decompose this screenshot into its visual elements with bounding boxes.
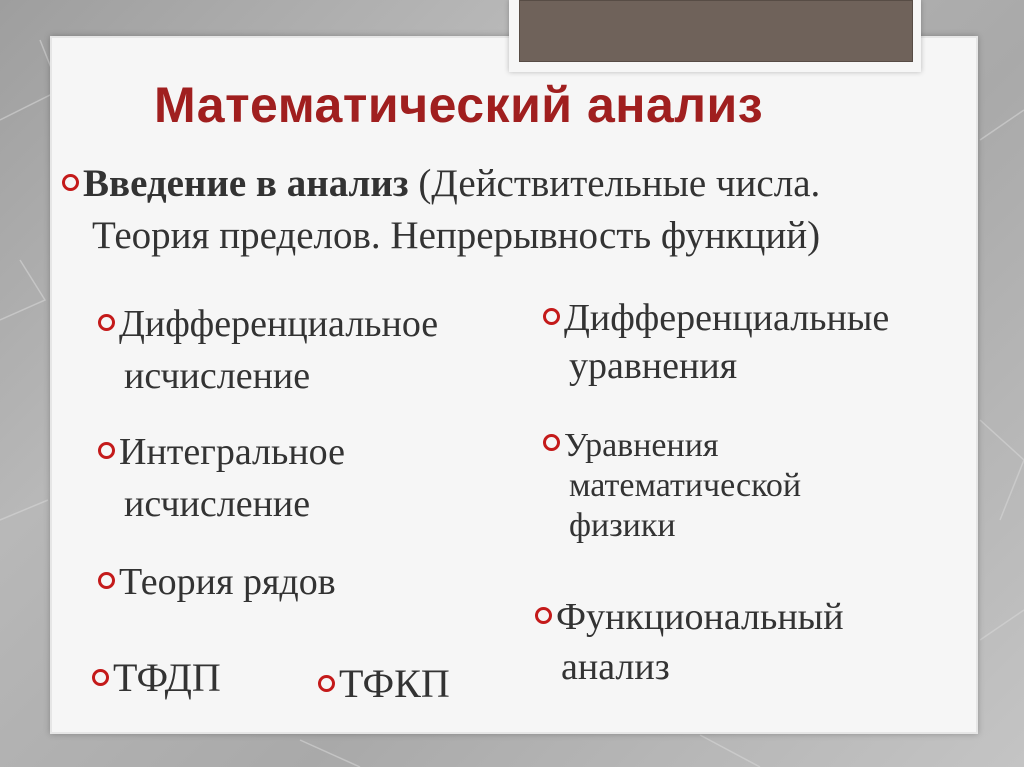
intro-bold: Введение в анализ	[83, 162, 409, 205]
bullet-icon	[62, 174, 79, 191]
list-item-text: Функциональный	[556, 596, 844, 638]
intro-item	[62, 158, 820, 262]
list-item-text: Дифференциальное	[119, 303, 439, 345]
list-item-text: математической	[569, 467, 802, 504]
intro-text: (Действительные числа.	[408, 162, 821, 205]
list-item-text: уравнения	[569, 345, 738, 387]
list-item	[92, 652, 221, 704]
bullet-icon	[98, 314, 115, 331]
bullet-icon	[318, 675, 335, 692]
list-item-text: физики	[569, 507, 676, 544]
intro-line2: Теория пределов. Непрерывность функций)	[92, 214, 821, 257]
list-item-text: Дифференциальные	[564, 297, 890, 339]
list-item	[543, 292, 889, 392]
list-item-text: Теория рядов	[119, 561, 336, 603]
list-item-text: ТФКП	[339, 661, 450, 706]
bullet-icon	[543, 308, 560, 325]
list-item	[535, 592, 844, 692]
slide-title: Математический анализ	[154, 77, 764, 133]
list-item-text: исчисление	[124, 483, 311, 525]
header-tab-bar	[519, 0, 913, 62]
list-item-text: Интегральное	[119, 431, 345, 473]
list-item-text: Уравнения	[564, 427, 719, 464]
list-item	[98, 298, 438, 402]
bullet-icon	[98, 442, 115, 459]
header-tab	[509, 0, 921, 72]
bullet-icon	[535, 607, 552, 624]
list-item	[543, 426, 801, 546]
bullet-icon	[543, 434, 560, 451]
list-item	[98, 426, 345, 530]
bullet-icon	[98, 572, 115, 589]
list-item	[98, 556, 336, 608]
bullet-icon	[92, 669, 109, 686]
list-item-text: анализ	[561, 646, 670, 688]
list-item-text: ТФДП	[113, 655, 221, 700]
list-item	[318, 658, 450, 710]
list-item-text: исчисление	[124, 355, 311, 397]
